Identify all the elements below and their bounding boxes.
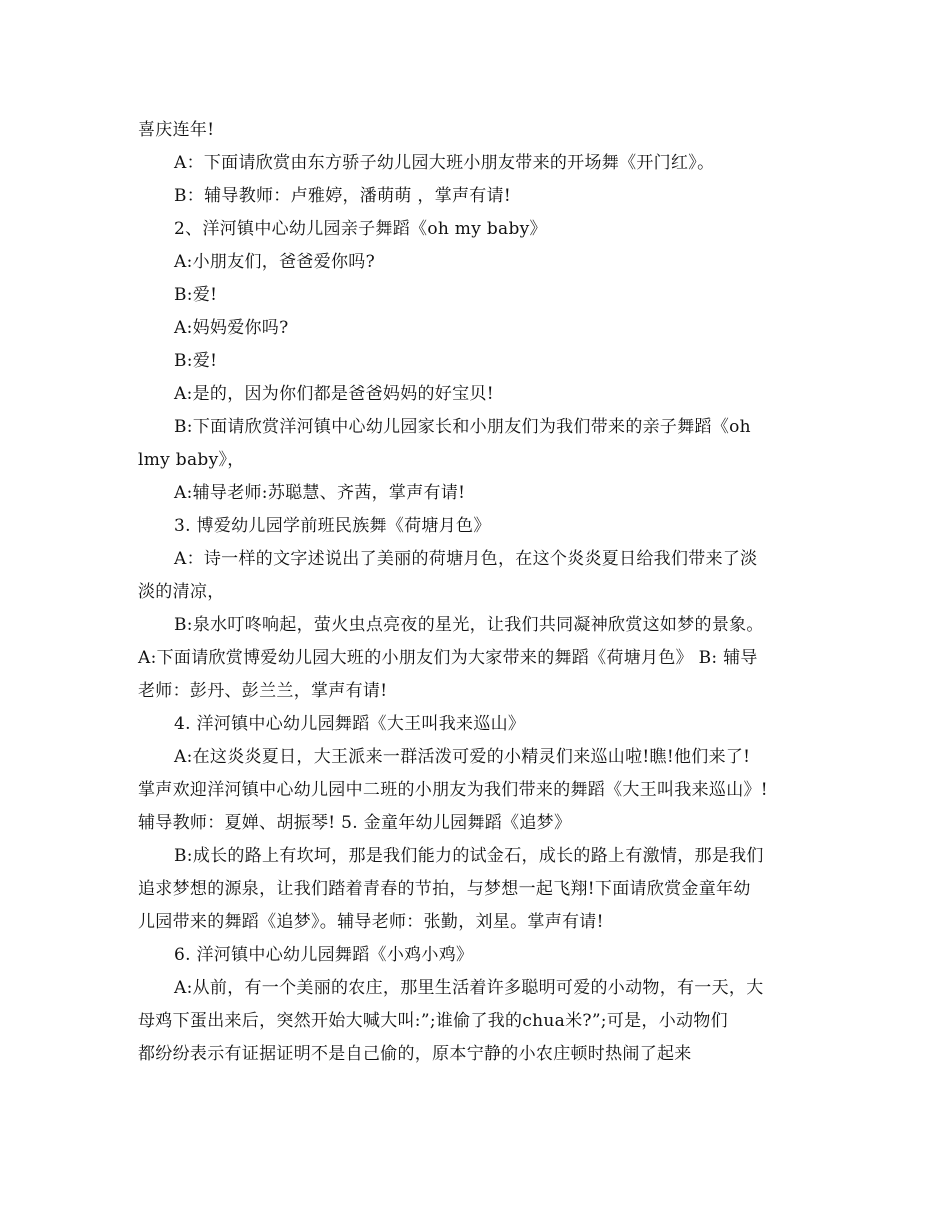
text-line: B:下面请欣赏洋河镇中心幼儿园家长和小朋友们为我们带来的亲子舞蹈《oh xyxy=(174,417,751,437)
text-line: A:从前，有一个美丽的农庄，那里生活着许多聪明可爱的小动物，有一天，大 xyxy=(174,978,764,998)
section-heading: 6. 洋河镇中心幼儿园舞蹈《小鸡小鸡》 xyxy=(174,945,474,965)
text-line: A:下面请欣赏博爱幼儿园大班的小朋友们为大家带来的舞蹈《荷塘月色》 B: 辅导 xyxy=(138,648,758,668)
text-line: 老师：彭丹、彭兰兰，掌声有请! xyxy=(138,681,388,701)
text-line: 淡的清凉， xyxy=(138,582,225,602)
text-line: A：诗一样的文字述说出了美丽的荷塘月色，在这个炎炎夏日给我们带来了淡 xyxy=(174,549,758,569)
text-line: A:在这炎炎夏日，大王派来一群活泼可爱的小精灵们来巡山啦!瞧!他们来了! xyxy=(174,747,751,767)
text-line: B:成长的路上有坎坷，那是我们能力的试金石，成长的路上有激情，那是我们 xyxy=(174,846,764,866)
text-line: A:妈妈爱你吗? xyxy=(174,318,289,338)
text-line: A:是的，因为你们都是爸爸妈妈的好宝贝! xyxy=(174,384,494,404)
text-line: B:爱! xyxy=(174,351,218,371)
section-heading: 4. 洋河镇中心幼儿园舞蹈《大王叫我来巡山》 xyxy=(174,714,526,734)
text-line: 辅导教师：夏婵、胡振琴! 5. 金童年幼儿园舞蹈《追梦》 xyxy=(138,813,572,833)
text-line: B:爱! xyxy=(174,285,218,305)
text-line: lmy baby》， xyxy=(138,450,245,470)
text-line: 母鸡下蛋出来后，突然开始大喊大叫:”;谁偷了我的chua米?”;可是，小动物们 xyxy=(138,1011,728,1031)
text-line: 儿园带来的舞蹈《追梦》。辅导老师：张勤，刘星。掌声有请! xyxy=(138,912,604,932)
text-line: B：辅导教师：卢雅婷，潘萌萌 ，掌声有请! xyxy=(174,186,512,206)
section-heading: 3. 博爱幼儿园学前班民族舞《荷塘月色》 xyxy=(174,516,491,536)
text-line: A:辅导老师:苏聪慧、齐茜，掌声有请! xyxy=(174,483,466,503)
text-line: A：下面请欣赏由东方骄子幼儿园大班小朋友带来的开场舞《开门红》。 xyxy=(174,153,715,173)
text-line: B:泉水叮咚响起，萤火虫点亮夜的星光，让我们共同凝神欣赏这如梦的景象。 xyxy=(174,615,764,635)
text-line: 喜庆连年! xyxy=(138,120,215,140)
text-line: 掌声欢迎洋河镇中心幼儿园中二班的小朋友为我们带来的舞蹈《大王叫我来巡山》! xyxy=(138,780,768,800)
text-line: A:小朋友们，爸爸爱你吗? xyxy=(174,252,376,272)
section-heading: 2、洋河镇中心幼儿园亲子舞蹈《oh my baby》 xyxy=(174,219,547,239)
text-line: 追求梦想的源泉，让我们踏着青春的节拍，与梦想一起飞翔!下面请欣赏金童年幼 xyxy=(138,879,751,899)
text-line: 都纷纷表示有证据证明不是自己偷的，原本宁静的小农庄顿时热闹了起来 xyxy=(138,1044,692,1064)
document-body xyxy=(138,114,814,1071)
